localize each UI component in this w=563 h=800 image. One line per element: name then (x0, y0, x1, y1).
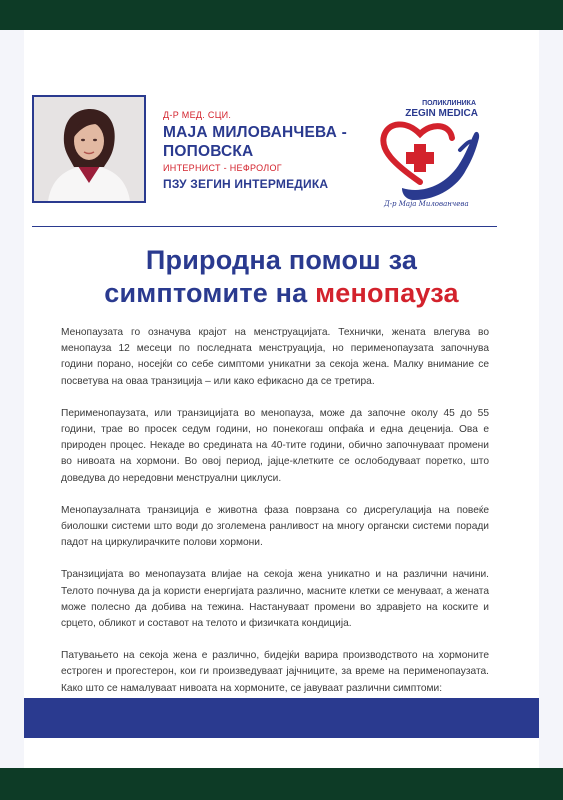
headline-accent: менопауза (315, 278, 459, 308)
doctor-name-line2: ПОПОВСКА (163, 143, 254, 160)
footer-bar (24, 698, 539, 738)
paragraph: Патувањето на секоја жена е различно, бидејќи варира производството на хормоните естроген и прогестерон, кои ги произведуваат јајчниците, за време на перименопаузата. Како што се намалуваат нивоата на хормоните, се јавуваат различни симптоми: (61, 650, 489, 694)
clinic-name: ПЗУ ЗЕГИН ИНТЕРМЕДИКА (163, 177, 329, 191)
article-headline (24, 244, 539, 310)
logo-brand: ZEGIN MEDICA (405, 108, 478, 119)
headline-line2 (24, 277, 539, 310)
heart-hand-icon (362, 100, 490, 212)
logo-polyclinic-label: ПОЛИКЛИНИКА (422, 100, 476, 107)
bottom-frame-band (0, 768, 563, 800)
clinic-logo (362, 100, 490, 212)
doctor-specialty: ИНТЕРНИСТ - НЕФРОЛОГ (163, 163, 282, 173)
headline-line1: Природна помош за (145, 245, 418, 275)
top-frame-band (0, 0, 563, 30)
headline-line2-prefix: симптомите на (104, 278, 316, 308)
doctor-info (163, 110, 393, 191)
paragraph: Перименопаузата, или транзицијата во менопауза, може да започне околу 45 до 55 години, трае во просек седум години, но понекогаш опфаќа и една деценија. Ова е природен процес. Некаде во средината на 40-тите години, обично започнуваат промени во нивоата на хормони. Во овој период, јајце-клетките се ослободуваат поретко, што доведува до нередовни менструални циклуси. (61, 407, 489, 484)
paragraph: Менопаузата го означува крајот на менструацијата. Технички, жената влегува во менопауза 12 месеци по последната менструација, но перименопаузата започнува години порано, носејќи со себе симптоми уникатни за секоја жена. Малку внимание се посветува на оваа транзиција – или како ефикасно да се третира. (61, 327, 489, 387)
logo-signature: Д-р Маја Милованчева (384, 200, 469, 208)
doctor-title: Д-Р МЕД. СЦИ. (163, 110, 232, 120)
header-divider (32, 226, 497, 227)
article-body (61, 325, 489, 713)
doctor-name-line1: МАЈА МИЛОВАНЧЕВА - (163, 124, 347, 141)
paragraph: Транзицијата во менопаузата влијае на секоја жена уникатно и на различни начини. Телото почнува да ја користи енергијата различно, масните клетки се менуваат, а жената може полесно да добива на тежина. Настануваат промени во здравјето на коските и срцето, обликот и составот на телото и физичката кондиција. (61, 569, 489, 630)
doctor-photo (32, 95, 146, 203)
paragraph: Менопаузалната транзиција е животна фаза поврзана со дисрегулација на повеќе биолошки системи што води до зголемена ранливост на многу органски системи поради падот на циркулирачките полови хормони. (61, 504, 489, 549)
